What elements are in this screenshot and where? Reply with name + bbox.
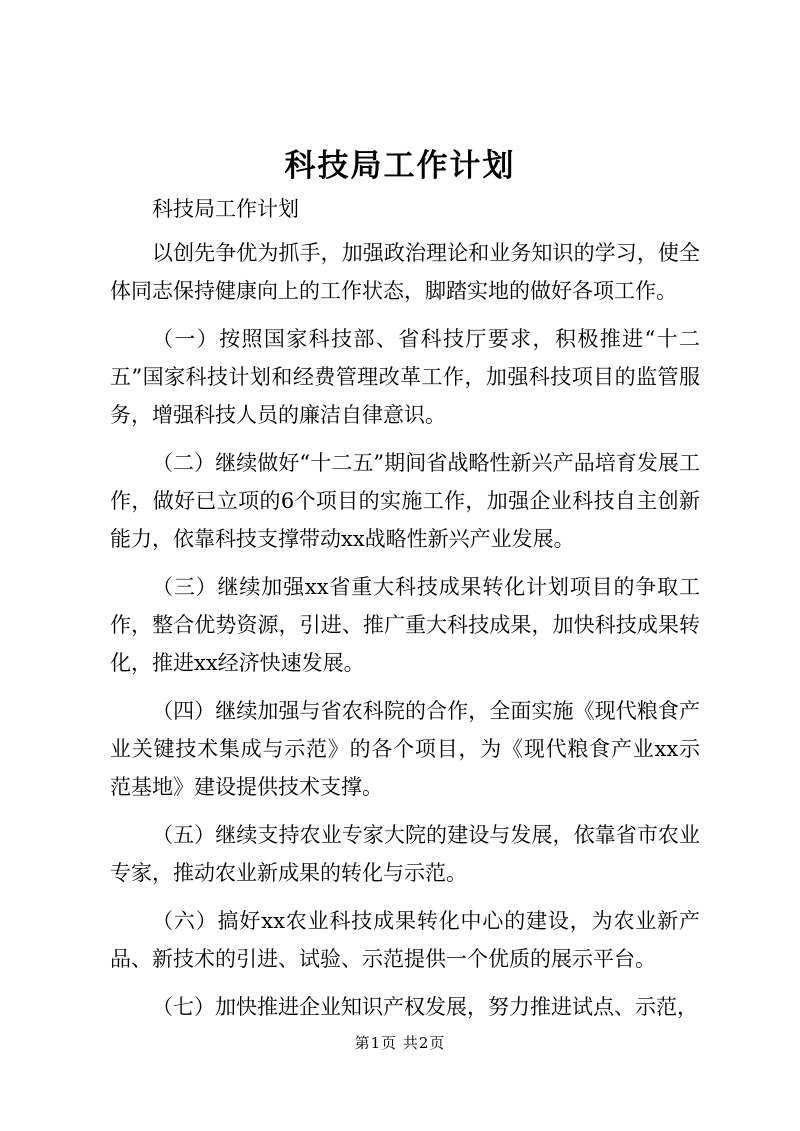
- paragraph-item-5: （五）继续支持农业专家大院的建设与发展，依靠省市农业专家，推动农业新成果的转化与示范。: [110, 823, 700, 885]
- paragraph-item-1: （一）按照国家科技部、省科技厅要求，积极推进“十二五”国家科技计划和经费管理改革工作，加强科技项目的监管服务，增强科技人员的廉洁自律意识。: [110, 327, 700, 427]
- document-body: [110, 190, 700, 1036]
- document-subtitle: 科技局工作计划: [152, 197, 299, 221]
- page-number-footer: 第1页 共2页: [354, 1034, 446, 1052]
- paragraph-item-6: （六）搞好xx农业科技成果转化中心的建设，为农业新产品、新技术的引进、试验、示范提供一个优质的展示平台。: [110, 909, 700, 971]
- document-title: 科技局工作计划: [284, 148, 516, 184]
- paragraph-item-3: （三）继续加强xx省重大科技成果转化计划项目的争取工作，整合优势资源，引进、推广重大科技成果，加快科技成果转化，推进xx经济快速发展。: [110, 575, 700, 675]
- paragraph-item-4: （四）继续加强与省农科院的合作，全面实施《现代粮食产业关键技术集成与示范》的各个项目，为《现代粮食产业xx示范基地》建设提供技术支撑。: [110, 699, 700, 799]
- paragraph-item-7: （七）加快推进企业知识产权发展，努力推进试点、示范，: [152, 995, 698, 1019]
- paragraph-intro: 以创先争优为抓手，加强政治理论和业务知识的学习，使全体同志保持健康向上的工作状态，脚踏实地的做好各项工作。: [110, 241, 700, 303]
- paragraph-item-2: （二）继续做好“十二五”期间省战略性新兴产品培育发展工作，做好已立项的6个项目的实施工作，加强企业科技自主创新能力，依靠科技支撑带动xx战略性新兴产业发展。: [110, 451, 700, 551]
